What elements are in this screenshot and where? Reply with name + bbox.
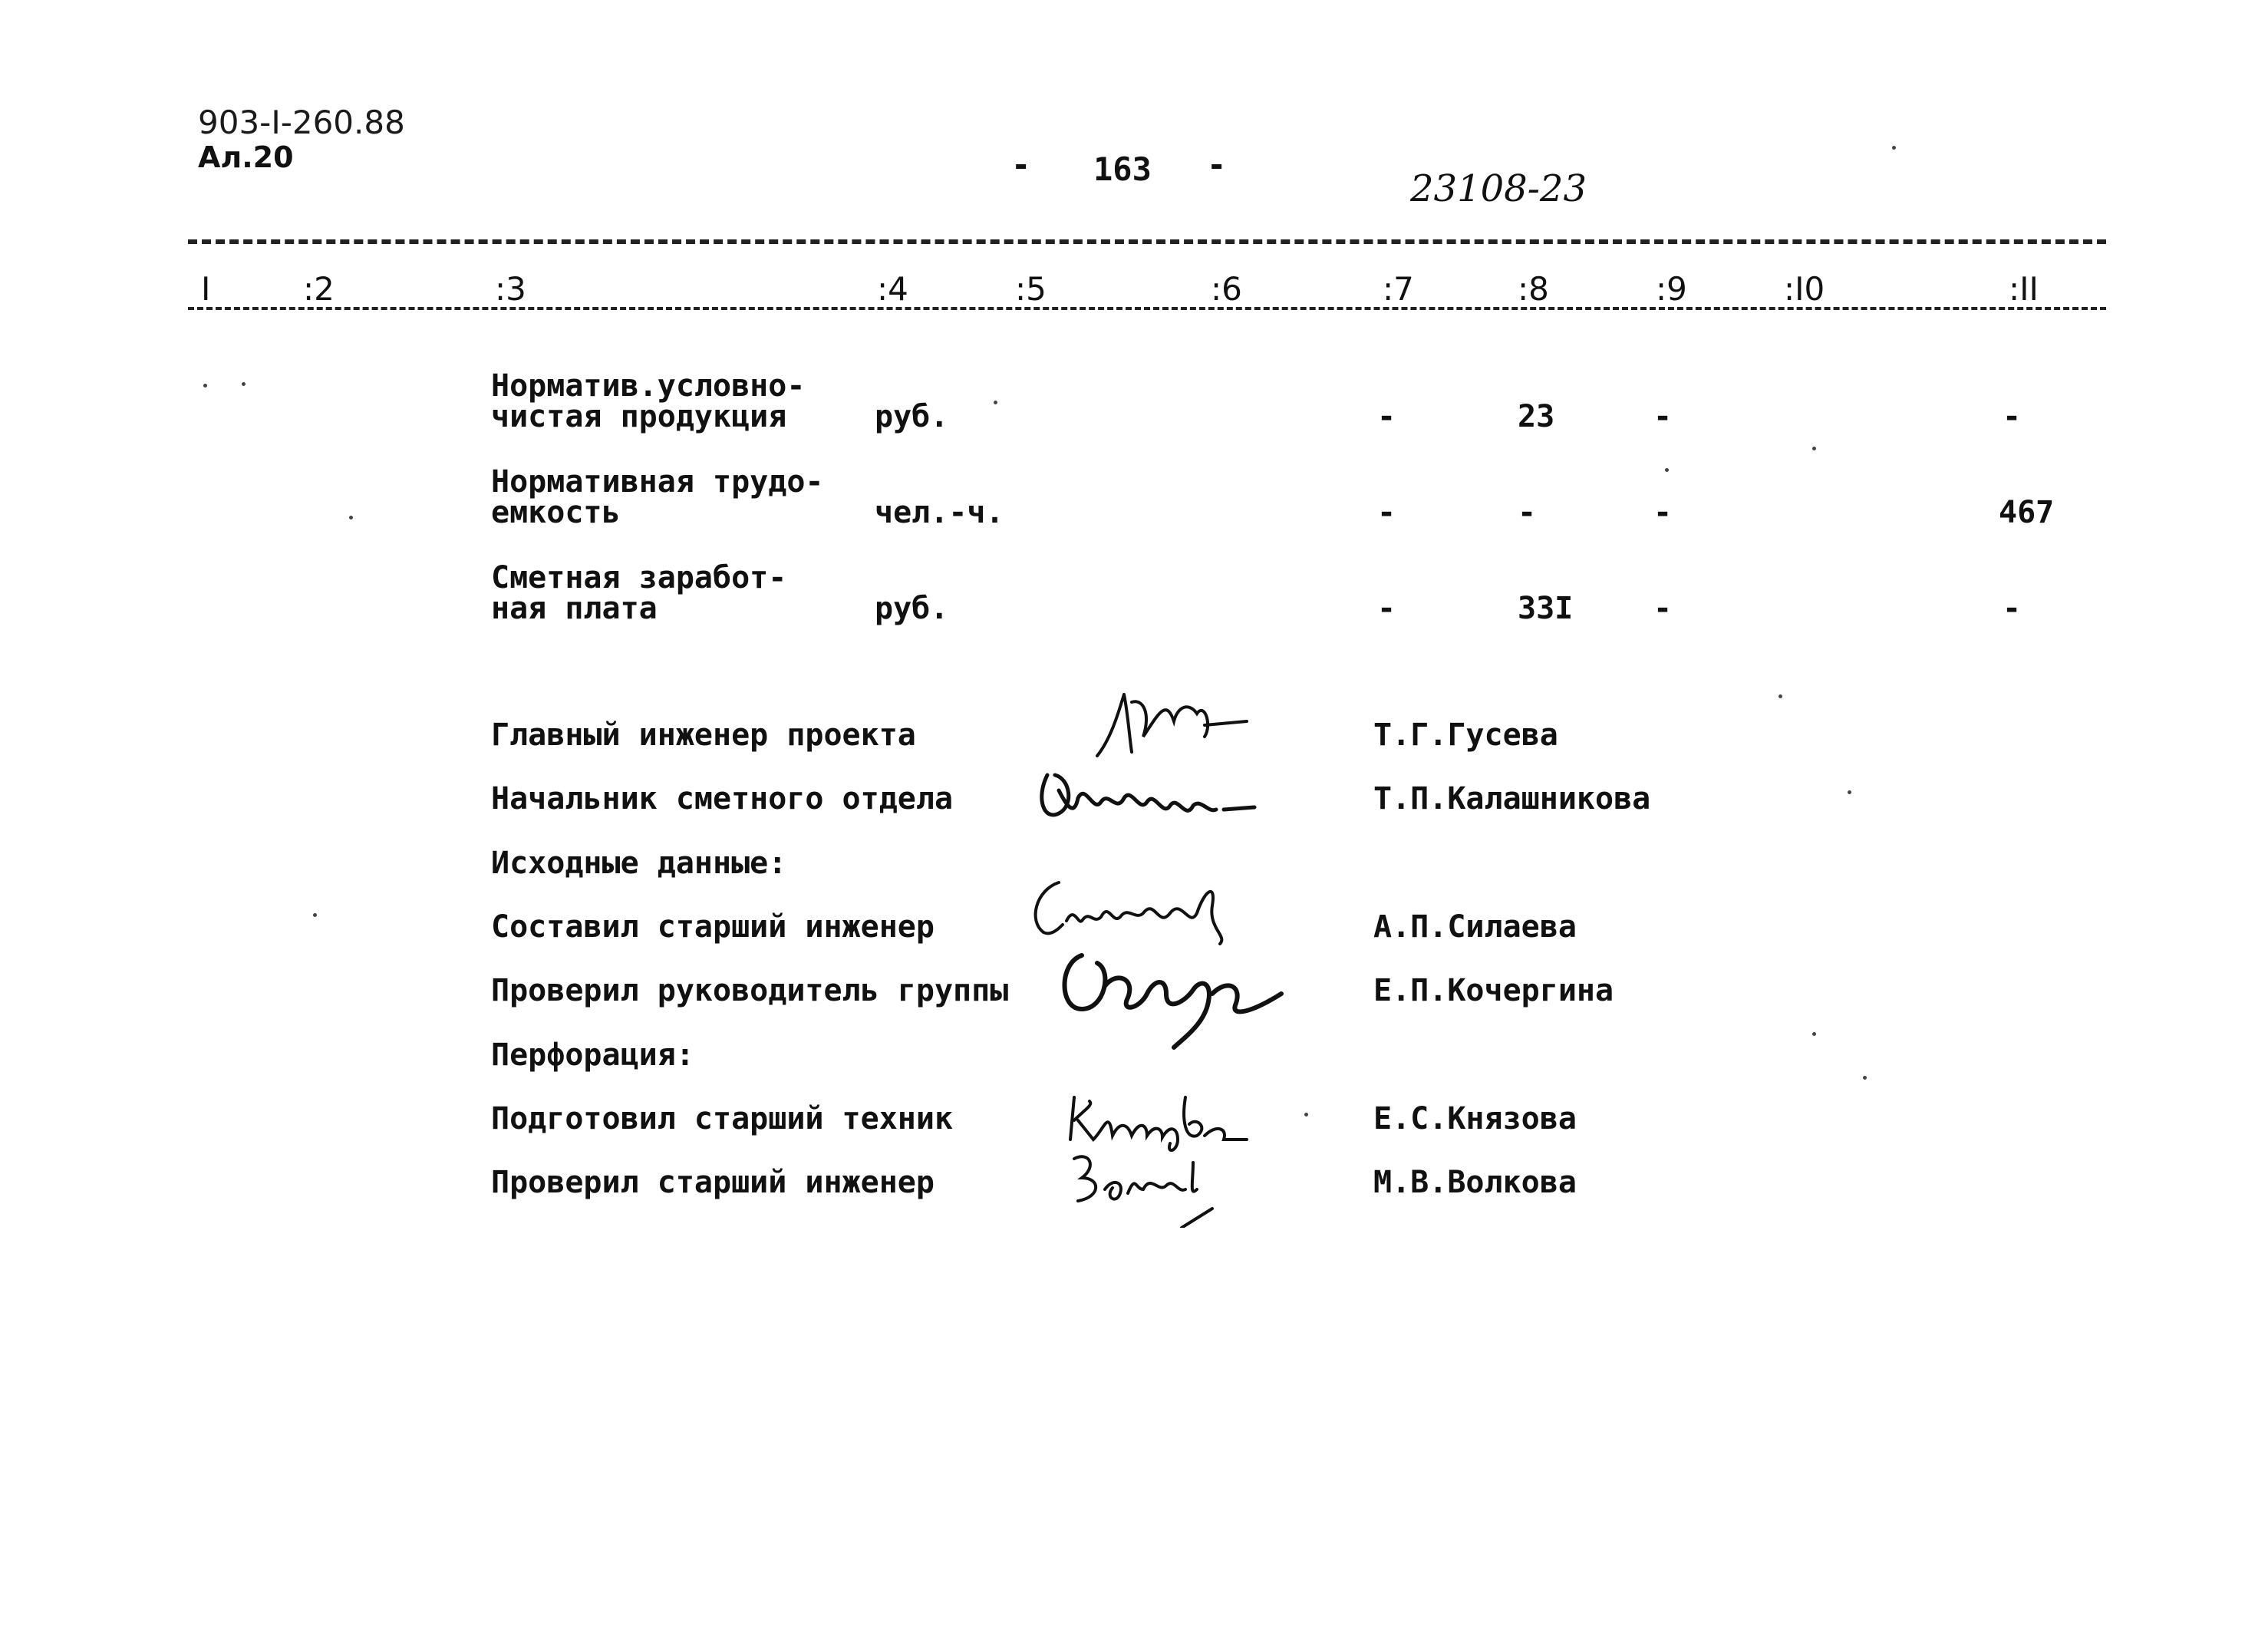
row-col7: - (1377, 495, 1396, 530)
row-col11: 467 (1999, 495, 2055, 530)
column-header: :8 (1518, 270, 1549, 308)
signature-name: Т.П.Калашникова (1373, 781, 1651, 816)
scan-speck (1892, 146, 1896, 150)
row-col8: 33I (1518, 591, 1574, 626)
scan-speck (1304, 1113, 1308, 1117)
section-heading-perforation: Перфорация: (491, 1037, 694, 1073)
scan-speck (1778, 694, 1782, 698)
column-header: I (201, 270, 211, 308)
row-col8: - (1518, 495, 1537, 530)
row-name-line1: Сметная заработ- (491, 560, 787, 595)
scan-speck (313, 913, 317, 917)
column-header: :6 (1211, 270, 1242, 308)
page-number: 163 (1093, 150, 1152, 188)
scan-speck (1863, 1076, 1867, 1080)
signature-name: Т.Г.Гусева (1373, 717, 1558, 753)
row-name-line1: Нормативная трудо- (491, 464, 824, 500)
signature-name: А.П.Силаева (1373, 909, 1577, 945)
signature-role: Подготовил старший техник (491, 1101, 954, 1136)
signature-role: Проверил руководитель группы (491, 973, 1009, 1008)
inventory-number: 23108-23 (1410, 167, 1587, 210)
handwritten-signature-kochergina (1051, 940, 1304, 1055)
signature-name: Е.С.Князова (1373, 1101, 1577, 1136)
scan-speck (994, 401, 997, 404)
row-col9: - (1653, 495, 1673, 530)
row-name-line2: ная плата (491, 591, 658, 626)
table-top-rule (188, 239, 2106, 244)
row-name-line2: емкость (491, 495, 621, 530)
scan-speck (1812, 1032, 1816, 1036)
row-unit: чел.-ч. (875, 495, 1004, 530)
handwritten-signature-silaeva (1020, 867, 1251, 952)
column-header-underline (188, 307, 2106, 310)
row-col11: - (2003, 399, 2022, 434)
row-unit: руб. (875, 591, 949, 626)
scan-speck (1812, 447, 1816, 450)
handwritten-signature-kalash (1032, 760, 1262, 844)
column-header: :7 (1383, 270, 1414, 308)
column-header: :II (2009, 270, 2039, 308)
row-name-line2: чистая продукция (491, 399, 787, 434)
handwritten-signature-volkova (1059, 1143, 1243, 1228)
scan-speck (349, 516, 353, 519)
row-col9: - (1653, 591, 1673, 626)
signature-role: Начальник сметного отдела (491, 781, 954, 816)
signature-name: Е.П.Кочергина (1373, 973, 1614, 1008)
row-col7: - (1377, 591, 1396, 626)
page-dash-left: - (1011, 146, 1031, 183)
doc-code: 903-I-260.88 (198, 104, 405, 141)
signature-role: Главный инженер проекта (491, 717, 916, 753)
page-dash-right: - (1207, 146, 1227, 183)
handwritten-signature-gusev (1089, 683, 1258, 767)
column-header: :2 (303, 270, 335, 308)
sheet-label: Ал.20 (198, 140, 294, 174)
column-header: :5 (1015, 270, 1047, 308)
signature-role: Проверил старший инженер (491, 1165, 935, 1200)
row-col11: - (2003, 591, 2022, 626)
scan-speck (203, 384, 207, 388)
signature-role: Составил старший инженер (491, 909, 935, 945)
signature-name: М.В.Волкова (1373, 1165, 1577, 1200)
row-unit: руб. (875, 399, 949, 434)
section-heading-source-data: Исходные данные: (491, 846, 787, 881)
scan-speck (1848, 790, 1851, 794)
row-col7: - (1377, 399, 1396, 434)
column-header: :4 (877, 270, 908, 308)
row-name-line1: Норматив.условно- (491, 368, 806, 404)
column-header: :I0 (1784, 270, 1825, 308)
scan-speck (242, 382, 246, 386)
column-header: :3 (495, 270, 526, 308)
column-header: :9 (1656, 270, 1687, 308)
row-col8: 23 (1518, 399, 1555, 434)
row-col9: - (1653, 399, 1673, 434)
scan-speck (1665, 468, 1669, 472)
